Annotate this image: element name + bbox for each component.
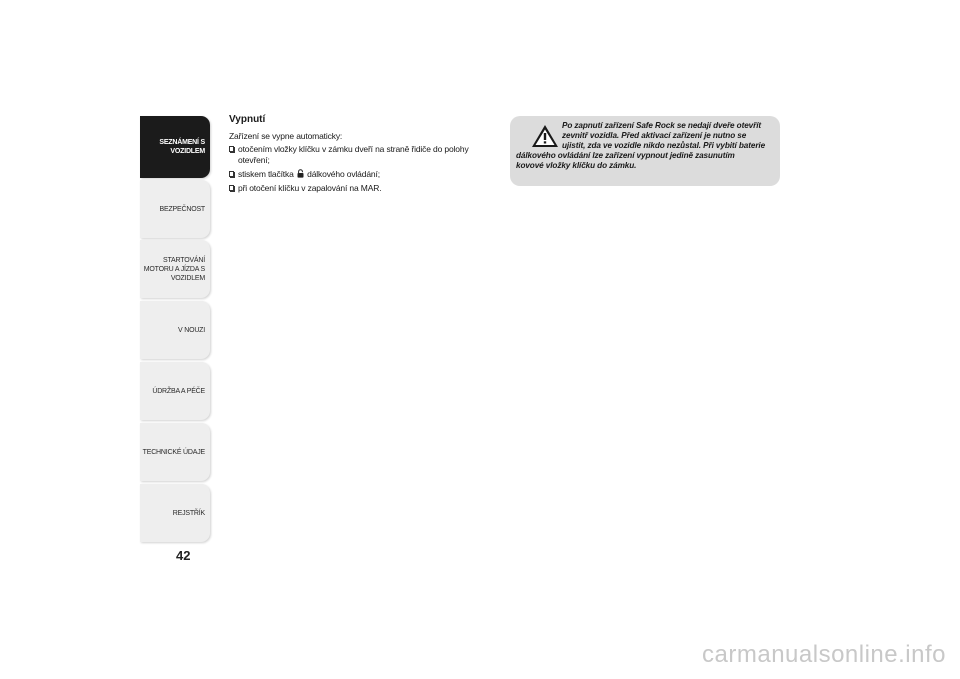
warning-line: Po zapnutí zařízení Safe Rock se nedají dveře otevřít (562, 121, 761, 130)
bullet-text: při otočení klíčku v zapalování na MAR. (238, 183, 382, 193)
bullet-icon (229, 146, 234, 152)
page-number: 42 (176, 548, 191, 563)
bullet-icon (229, 185, 234, 191)
warning-box (510, 116, 780, 186)
warning-line: dálkového ovládání lze zařízení vypnout jedině zasunutím (516, 151, 735, 160)
tab-udrzba-a-pece[interactable]: ÚDRŽBA A PÉČE (140, 362, 210, 420)
tab-bezpecnost[interactable]: BEZPEČNOST (140, 180, 210, 238)
bullet-text: otočením vložky klíčku v zámku dveří na straně řidiče do polohy otevření; (238, 144, 469, 165)
bullet-list (229, 144, 491, 194)
warning-line: kovové vložky klíčku do zámku. (516, 161, 637, 170)
bullet-icon (229, 171, 234, 177)
list-item (229, 169, 491, 180)
bullet-text: dálkového ovládání; (307, 169, 380, 179)
main-content (229, 114, 491, 197)
tab-seznameni-s-vozidlem[interactable]: SEZNÁMENÍ S VOZIDLEM (140, 116, 210, 178)
tab-rejstrik[interactable]: REJSTŘÍK (140, 484, 210, 542)
list-item (229, 183, 491, 194)
tab-v-nouzi[interactable]: V NOUZI (140, 301, 210, 359)
tab-technicke-udaje[interactable]: TECHNICKÉ ÚDAJE (140, 423, 210, 481)
warning-line: zevnitř vozidla. Před aktivací zařízení je nutno se (562, 131, 747, 140)
warning-triangle-icon (530, 123, 560, 149)
watermark: carmanualsonline.info (702, 641, 946, 668)
tab-startovani[interactable]: STARTOVÁNÍ MOTORU A JÍZDA S VOZIDLEM (140, 240, 210, 298)
list-item (229, 144, 491, 166)
lock-icon (297, 169, 304, 178)
bullet-text: stiskem tlačítka (238, 169, 294, 179)
intro-text: Zařízení se vypne automaticky: (229, 131, 343, 141)
warning-line: ujistit, zda ve vozidle nikdo nezůstal. Při vybití baterie (562, 141, 766, 150)
section-heading: Vypnutí (229, 114, 266, 125)
